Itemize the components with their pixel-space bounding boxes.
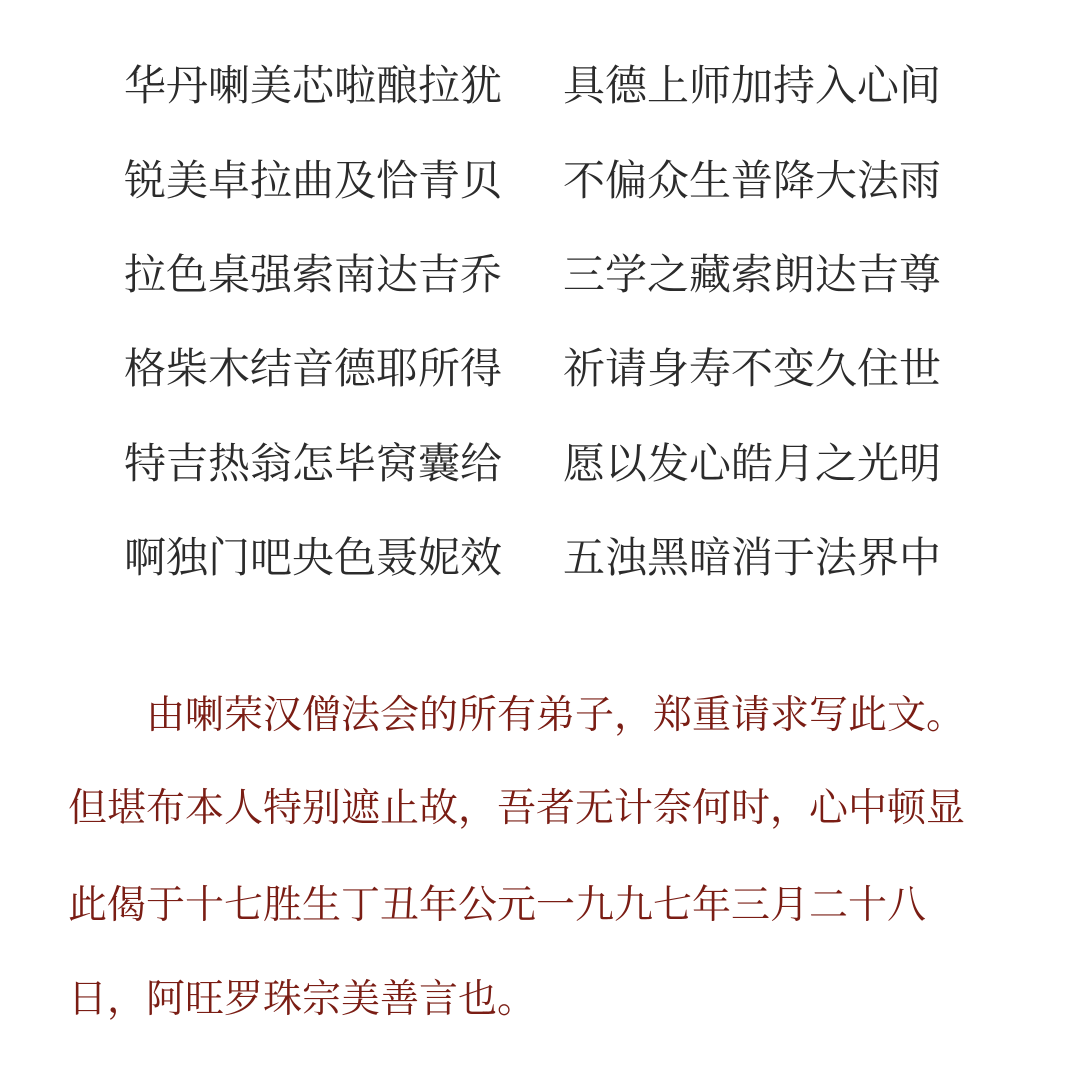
verse-line	[0, 151, 1079, 211]
colophon-line: 但堪布本人特别遮止故，吾者无计奈何时，心中顿显	[68, 786, 966, 831]
verse-line	[0, 56, 1079, 116]
verse-left-text: 拉色桌强索南达吉乔	[124, 250, 503, 299]
verse-left-text: 华丹喇美芯啦酿拉犹	[124, 61, 503, 110]
verse-right-text: 祈请身寿不变久住世	[563, 344, 942, 393]
verse-left-text: 特吉热翁怎毕窝囊给	[124, 439, 503, 488]
verse-left-text: 啊独门吧央色聂妮效	[124, 533, 503, 582]
verse-right-text: 愿以发心皓月之光明	[563, 439, 942, 488]
verse-right-text: 不偏众生普降大法雨	[563, 156, 942, 205]
colophon-line: 日，阿旺罗珠宗美善言也。	[68, 977, 537, 1022]
colophon-line: 此偈于十七胜生丁丑年公元一九九七年三月二十八	[68, 883, 927, 928]
verse-left-text: 锐美卓拉曲及恰青贝	[124, 156, 503, 205]
verse-right-text: 三学之藏索朗达吉尊	[563, 250, 942, 299]
verse-left-text: 格柴木结音德耶所得	[124, 344, 503, 393]
verse-line	[0, 434, 1079, 494]
verse-line	[0, 245, 1079, 305]
verse-line	[0, 528, 1079, 588]
colophon-line: 由喇荣汉僧法会的所有弟子，郑重请求写此文。	[146, 693, 966, 738]
verse-right-text: 具德上师加持入心间	[563, 61, 942, 110]
verse-line	[0, 339, 1079, 399]
verse-right-text: 五浊黑暗消于法界中	[563, 533, 942, 582]
